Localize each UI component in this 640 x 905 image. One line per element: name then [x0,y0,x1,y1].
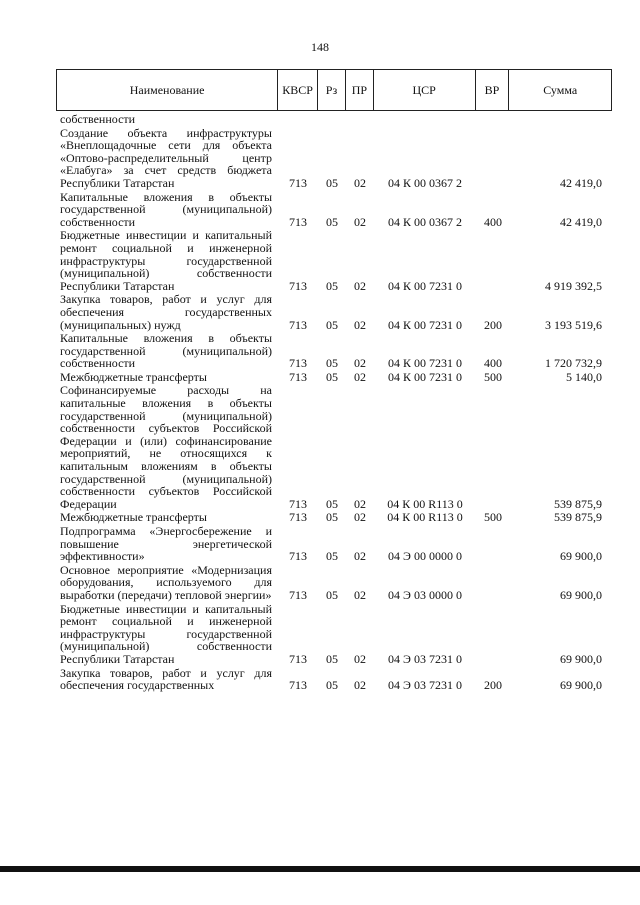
row-pr: 02 [354,175,366,190]
row-kvsr: 713 [289,214,307,229]
row-name: Основное мероприятие «Модернизация оборудования, используемого для выработки (передачи) тепловой энергии» [60,562,272,602]
row-sum: 539 875,9 [554,496,602,511]
row-sum: 539 875,9 [554,510,602,525]
row-kvsr: 713 [289,510,307,525]
table-row [56,511,612,524]
row-csr: 04 К 00 7231 0 [387,356,462,371]
row-pr: 02 [354,587,366,602]
row-vr: 400 [484,356,502,371]
row-kvsr: 713 [289,278,307,293]
row-kvsr: 713 [289,317,307,332]
row-kvsr: 713 [289,549,307,564]
row-vr: 200 [484,317,502,332]
row-sum: 3 193 519,6 [545,317,602,332]
row-csr: 04 К 00 R113 0 [387,510,463,525]
row-pr: 02 [354,356,366,371]
row-csr: 04 Э 03 7231 0 [388,678,462,693]
column-header-sum: Сумма [543,82,578,97]
row-rz: 05 [326,549,338,564]
row-rz: 05 [326,496,338,511]
row-rz: 05 [326,651,338,666]
row-csr: 04 К 00 7231 0 [387,317,462,332]
table-row [56,113,612,126]
table-row [56,667,612,692]
row-rz: 05 [326,510,338,525]
column-header-name: Наименование [57,70,278,110]
row-csr: 04 Э 03 7231 0 [388,651,462,666]
table-row [56,384,612,510]
row-rz: 05 [326,369,338,384]
table-row [56,127,612,190]
row-sum: 4 919 392,5 [545,278,602,293]
row-name: Бюджетные инвестиции и капитальный ремонт социальной и инженерной инфраструктуры государственной (муниципальной) собственности Республики Татарстан [60,601,272,666]
row-name: Закупка товаров, работ и услуг для обеспечения государственных [60,665,272,693]
row-name: Закупка товаров, работ и услуг для обеспечения государственных (муниципальных) нужд [60,292,272,332]
column-header-rz: Рз [318,70,346,110]
row-csr: 04 К 00 7231 0 [387,369,462,384]
row-sum: 42 419,0 [560,175,602,190]
row-pr: 02 [354,317,366,332]
row-rz: 05 [326,214,338,229]
row-pr: 02 [354,651,366,666]
scan-bottom-edge [0,866,640,872]
row-rz: 05 [326,175,338,190]
row-csr: 04 Э 00 0000 0 [388,549,462,564]
row-name: Межбюджетные трансферты [60,369,207,384]
row-name: Капитальные вложения в объекты государственной (муниципальной) собственности [60,331,272,371]
row-sum: 69 900,0 [560,678,602,693]
row-kvsr: 713 [289,175,307,190]
table-row [56,332,612,370]
column-header-pr: ПР [346,70,374,110]
table-row [56,564,612,602]
row-pr: 02 [354,678,366,693]
table-header [56,69,612,111]
row-sum: 1 720 732,9 [545,356,602,371]
row-sum: 5 140,0 [566,369,602,384]
table-row [56,525,612,563]
row-name: Межбюджетные трансферты [60,510,207,525]
row-pr: 02 [354,214,366,229]
row-rz: 05 [326,356,338,371]
row-name: Создание объекта инфраструктуры «Внеплощадочные сети для объекта «Оптово-распределительный центр «Елабуга» за счет средств бюджета Республики Татарстан [60,125,272,190]
row-name: Подпрограмма «Энергосбережение и повышение энергетической эффективности» [60,524,272,564]
row-kvsr: 713 [289,369,307,384]
row-pr: 02 [354,549,366,564]
row-rz: 05 [326,278,338,293]
row-name: Капитальные вложения в объекты государственной (муниципальной) собственности [60,189,272,229]
row-sum: 69 900,0 [560,587,602,602]
column-header-kvsr: КВСР [278,70,318,110]
row-csr: 04 К 00 0367 2 [387,175,462,190]
table-row [56,603,612,666]
row-rz: 05 [326,587,338,602]
row-csr: 04 Э 03 0000 0 [388,587,462,602]
row-name: Бюджетные инвестиции и капитальный ремонт социальной и инженерной инфраструктуры государственной (муниципальной) собственности Республики Татарстан [60,228,272,293]
row-vr: 500 [484,510,502,525]
table-row [56,229,612,292]
column-header-csr: ЦСР [374,70,476,110]
row-name: Софинансируемые расходы на капитальные вложения в объекты государственной (муниципальной) собственности субъектов Российской Федерации и (или) софинансирование мероприятий, не относящихся к капитальным вложениям в объекты государственной (муниципальной) собственности субъектов Российской Федерации [60,383,272,511]
row-sum: 42 419,0 [560,214,602,229]
budget-table [56,113,612,693]
row-kvsr: 713 [289,356,307,371]
row-kvsr: 713 [289,678,307,693]
row-kvsr: 713 [289,587,307,602]
row-rz: 05 [326,678,338,693]
row-sum: 69 900,0 [560,651,602,666]
column-header-vr: ВР [476,70,510,110]
table-row [56,371,612,384]
row-csr: 04 К 00 R113 0 [387,496,463,511]
row-pr: 02 [354,369,366,384]
page-number: 148 [311,40,329,54]
row-name: собственности [60,112,136,126]
row-vr: 400 [484,214,502,229]
row-vr: 200 [484,678,502,693]
row-sum: 69 900,0 [560,549,602,564]
row-csr: 04 К 00 0367 2 [387,214,462,229]
row-kvsr: 713 [289,496,307,511]
table-row [56,293,612,331]
row-csr: 04 К 00 7231 0 [387,278,462,293]
row-vr: 500 [484,369,502,384]
row-pr: 02 [354,278,366,293]
row-rz: 05 [326,317,338,332]
row-pr: 02 [354,496,366,511]
table-row [56,191,612,229]
row-kvsr: 713 [289,651,307,666]
row-pr: 02 [354,510,366,525]
